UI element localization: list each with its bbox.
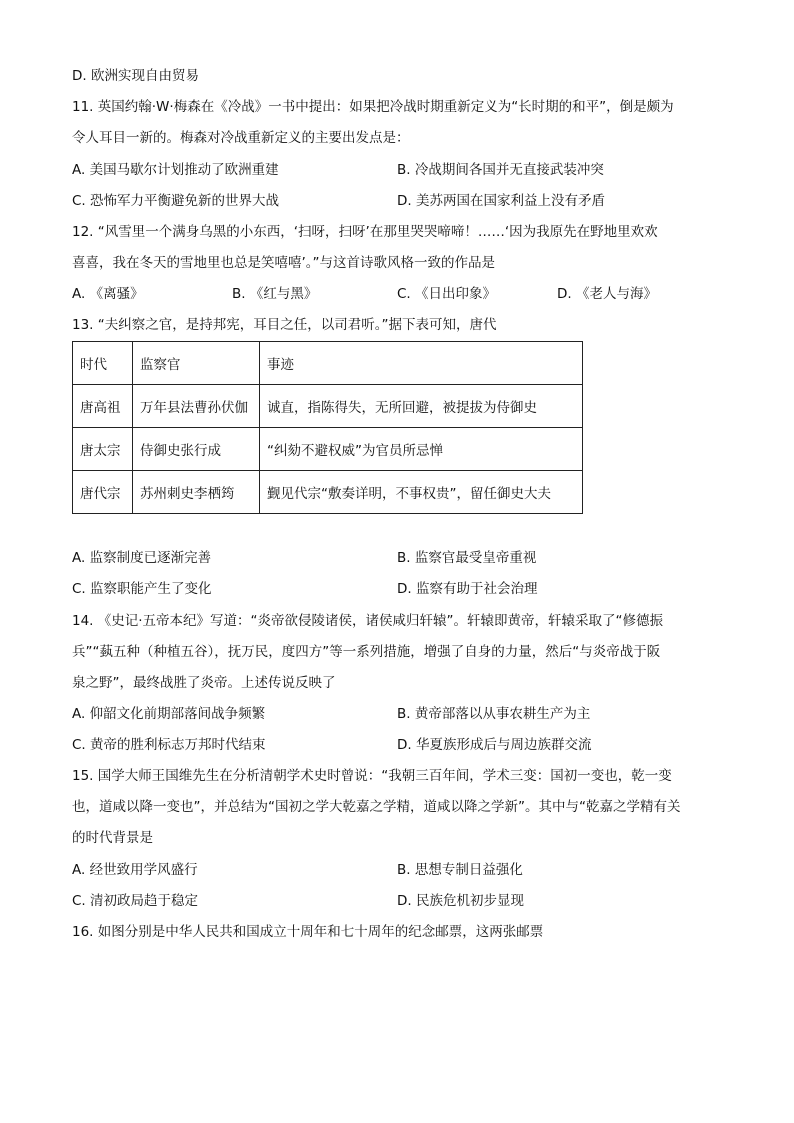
table-row — [73, 385, 583, 428]
q15-option-c: C. 清初政局趋于稳定 — [72, 893, 199, 909]
q14-option-d: D. 华夏族形成后与周边族群交流 — [397, 737, 592, 753]
q11-stem-line1: 11. 英国约翰·W·梅森在《冷战》一书中提出：如果把冷战时期重新定义为“长时期的和平”，倒是颇为 — [72, 99, 674, 115]
q11-option-c: C. 恐怖军力平衡避免新的世界大战 — [72, 193, 280, 209]
q14-option-b: B. 黄帝部落以从事农耕生产为主 — [397, 706, 591, 722]
q12-option-d: D. 《老人与海》 — [557, 286, 657, 302]
q15-option-a: A. 经世致用学风盛行 — [72, 862, 198, 878]
q13-option-c: C. 监察职能产生了变化 — [72, 581, 212, 597]
table-row — [73, 428, 583, 471]
table-header-row — [73, 342, 583, 385]
table-cell: 觐见代宗“敷奏详明，不事权贵”，留任御史大夫 — [260, 471, 583, 514]
q12-option-c: C. 《日出印象》 — [397, 286, 497, 302]
q13-stem: 13. “夫纠察之官，是持邦宪，耳目之任，以司君听。”据下表可知，唐代 — [72, 317, 497, 333]
q12-stem-line1: 12. “风雪里一个满身乌黑的小东西，‘扫呀，扫呀’在那里哭哭啼啼！……‘因为我原先在野地里欢欢 — [72, 224, 658, 240]
q16-stem: 16. 如图分别是中华人民共和国成立十周年和七十周年的纪念邮票，这两张邮票 — [72, 924, 544, 940]
q14-option-a: A. 仰韶文化前期部落间战争频繁 — [72, 706, 266, 722]
q14-stem-line1: 14. 《史记·五帝本纪》写道：“炎帝欲侵陵诸侯，诸侯咸归轩辕”。轩辕即黄帝，轩辕采取了“修德振 — [72, 613, 664, 629]
q12-stem-line2: 喜喜，我在冬天的雪地里也总是笑嘻嘻’。”与这首诗歌风格一致的作品是 — [72, 255, 496, 271]
table-row — [73, 471, 583, 514]
q15-stem-line2: 也，道咸以降一变也”，并总结为“国初之学大乾嘉之学精，道咸以降之学新”。其中与“乾嘉之学精有关 — [72, 799, 681, 815]
q13-option-b: B. 监察官最受皇帝重视 — [397, 550, 537, 566]
table-cell: 唐代宗 — [73, 471, 133, 514]
table-header-cell: 时代 — [73, 342, 133, 385]
q12-option-a: A. 《离骚》 — [72, 286, 144, 302]
table-cell: 万年县法曹孙伏伽 — [133, 385, 260, 428]
q10-option-d: D. 欧洲实现自由贸易 — [72, 68, 199, 84]
table-cell: 唐高祖 — [73, 385, 133, 428]
table-cell: 侍御史张行成 — [133, 428, 260, 471]
q11-stem-line2: 令人耳目一新的。梅森对冷战重新定义的主要出发点是： — [72, 130, 410, 146]
q14-stem-line2: 兵”“蓺五种（种植五谷），抚万民，度四方”等一系列措施，增强了自身的力量，然后“与炎帝战于阪 — [72, 644, 661, 660]
q15-stem-line3: 的时代背景是 — [72, 830, 153, 846]
q14-stem-line3: 泉之野”，最终战胜了炎帝。上述传说反映了 — [72, 675, 336, 691]
q11-option-b: B. 冷战期间各国并无直接武装冲突 — [397, 162, 604, 178]
q15-option-b: B. 思想专制日益强化 — [397, 862, 523, 878]
q13-table — [72, 341, 583, 514]
q15-option-d: D. 民族危机初步显现 — [397, 893, 524, 909]
q13-option-d: D. 监察有助于社会治理 — [397, 581, 538, 597]
q11-option-a: A. 美国马歇尔计划推动了欧洲重建 — [72, 162, 279, 178]
q13-option-a: A. 监察制度已逐渐完善 — [72, 550, 212, 566]
q11-option-d: D. 美苏两国在国家利益上没有矛盾 — [397, 193, 605, 209]
q15-stem-line1: 15. 国学大师王国维先生在分析清朝学术史时曾说：“我朝三百年间，学术三变：国初一变也，乾一变 — [72, 768, 672, 784]
table-cell: 唐太宗 — [73, 428, 133, 471]
table-cell: 苏州刺史李栖筠 — [133, 471, 260, 514]
q14-option-c: C. 黄帝的胜利标志万邦时代结束 — [72, 737, 266, 753]
table-header-cell: 事迹 — [260, 342, 583, 385]
table-cell: 诚直，指陈得失，无所回避，被提拔为侍御史 — [260, 385, 583, 428]
table-cell: “纠劾不避权威”为官员所忌惮 — [260, 428, 583, 471]
table-header-cell: 监察官 — [133, 342, 260, 385]
q12-option-b: B. 《红与黑》 — [232, 286, 318, 302]
